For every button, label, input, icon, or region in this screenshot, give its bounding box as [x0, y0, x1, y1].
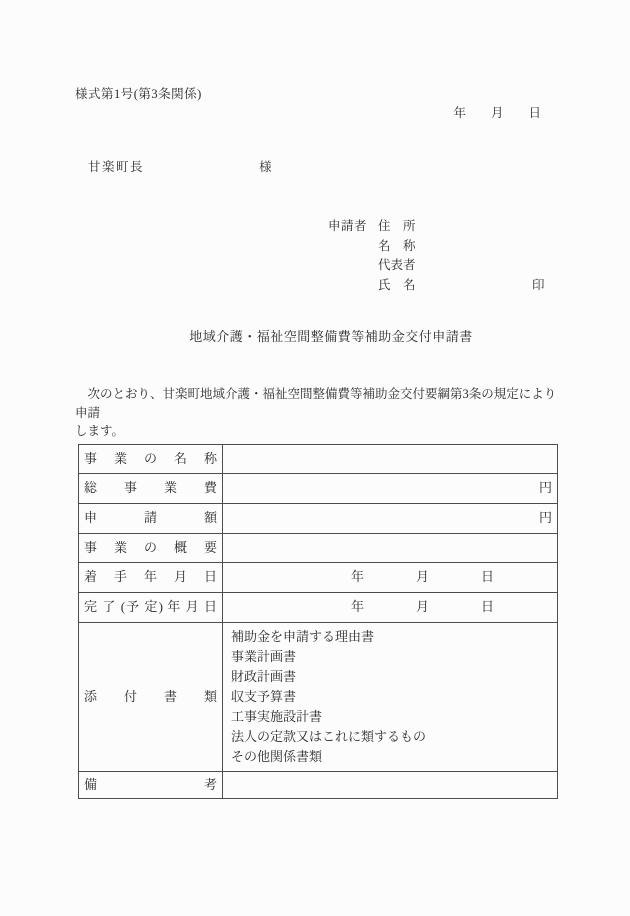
row-value-cell	[223, 474, 558, 504]
form-number: 様式第1号(第3条関係)	[75, 87, 202, 101]
table-row-requested-amount	[79, 504, 558, 534]
row-value-cell	[223, 504, 558, 534]
row-value-cell	[223, 772, 558, 799]
body-line-1: 次のとおり、甘楽町地域介護・福祉空間整備費等補助金交付要綱第3条の規定により申請	[75, 387, 557, 420]
applicant-field-address: 住 所	[378, 219, 416, 233]
row-value-cell	[223, 534, 558, 563]
row-label: 完 了 (予 定) 年 月 日	[84, 599, 217, 615]
applicant-label: 申請者	[328, 219, 368, 233]
table-row-project-outline	[79, 534, 558, 563]
attachment-item: 収支予算書	[231, 689, 297, 704]
body-line-2: します。	[75, 424, 125, 438]
applicant-row-name	[328, 237, 563, 257]
table-row-completion-date	[79, 593, 558, 623]
row-label-cell	[79, 593, 223, 623]
row-label-cell	[79, 445, 223, 474]
application-table	[78, 444, 558, 799]
row-label: 事 業 の 名 称	[84, 450, 217, 466]
body-paragraph	[75, 385, 565, 441]
applicant-field-person-name: 氏 名	[378, 277, 416, 292]
applicant-row-address	[328, 217, 563, 237]
table-row-total-cost	[79, 474, 558, 504]
row-label-cell	[79, 474, 223, 504]
attachment-item: 事業計画書	[231, 649, 297, 664]
row-label-cell	[79, 563, 223, 593]
attachments-list	[223, 623, 558, 772]
applicant-block	[328, 217, 563, 295]
row-value-cell	[223, 445, 558, 474]
row-label: 事 業 の 概 要	[84, 539, 217, 555]
row-label: 申 請 額	[84, 510, 217, 526]
row-value-cell	[223, 593, 558, 623]
applicant-row-representative	[328, 256, 563, 276]
addressee-honorific: 様	[259, 160, 272, 174]
row-label: 添 付 書 類	[84, 688, 217, 704]
row-label: 着 手 年 月 日	[84, 569, 217, 585]
addressee-name: 甘楽町長	[88, 160, 145, 174]
applicant-field-name: 名 称	[378, 238, 416, 253]
attachment-item: 工事実施設計書	[231, 709, 323, 724]
header-date-line: 年 月 日	[453, 106, 541, 120]
row-label-cell	[79, 534, 223, 563]
row-label: 総 事 業 費	[84, 480, 217, 496]
applicant-field-representative: 代表者	[378, 258, 416, 272]
attachment-item: 財政計画書	[231, 669, 297, 684]
table-row-attachments	[79, 623, 558, 772]
date-placeholder: 年 月 日	[351, 569, 495, 585]
row-label-cell	[79, 623, 223, 772]
row-label: 備 考	[84, 776, 217, 792]
currency-unit: 円	[538, 510, 552, 526]
seal-mark: 印	[532, 277, 545, 292]
addressee-line	[88, 158, 272, 176]
table-row-project-name	[79, 445, 558, 474]
attachment-item: 補助金を申請する理由書	[231, 629, 375, 644]
attachment-item: 法人の定款又はこれに類するもの	[231, 729, 427, 744]
currency-unit: 円	[538, 480, 552, 496]
row-label-cell	[79, 504, 223, 534]
row-label-cell	[79, 772, 223, 799]
table-row-start-date	[79, 563, 558, 593]
table-row-remarks	[79, 772, 558, 799]
document-title: 地域介護・福祉空間整備費等補助金交付申請書	[189, 329, 473, 344]
date-placeholder: 年 月 日	[351, 599, 495, 615]
attachment-item: その他関係書類	[231, 749, 323, 764]
row-value-cell	[223, 563, 558, 593]
applicant-row-person-name	[328, 276, 563, 296]
